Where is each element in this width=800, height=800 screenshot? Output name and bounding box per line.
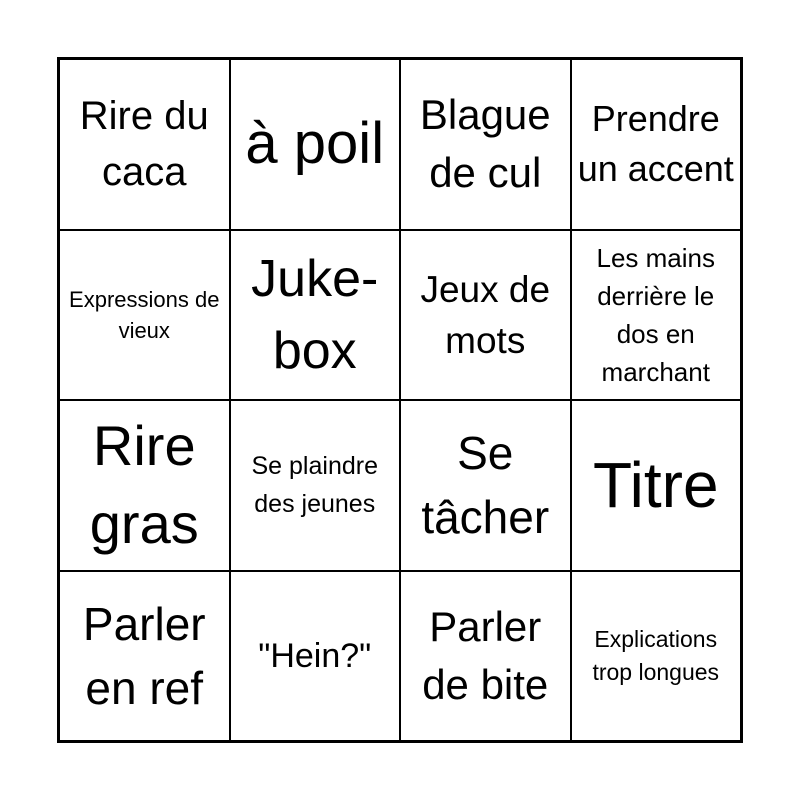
bingo-cell[interactable]: Parler de bite	[400, 571, 571, 742]
bingo-cell[interactable]: Expressions de vieux	[59, 230, 230, 401]
bingo-cell[interactable]: Parler en ref	[59, 571, 230, 742]
bingo-board	[57, 57, 743, 743]
bingo-cell[interactable]: Titre	[571, 400, 742, 571]
bingo-cell[interactable]: Se plaindre des jeunes	[230, 400, 401, 571]
bingo-cell[interactable]: "Hein?"	[230, 571, 401, 742]
bingo-cell[interactable]: Rire gras	[59, 400, 230, 571]
bingo-cell[interactable]: Prendre un accent	[571, 59, 742, 230]
bingo-cell[interactable]: Rire du caca	[59, 59, 230, 230]
bingo-cell[interactable]: Se tâcher	[400, 400, 571, 571]
bingo-cell[interactable]: Juke-box	[230, 230, 401, 401]
bingo-cell[interactable]: Les mains derrière le dos en marchant	[571, 230, 742, 401]
bingo-cell[interactable]: à poil	[230, 59, 401, 230]
bingo-cell[interactable]: Explications trop longues	[571, 571, 742, 742]
bingo-cell[interactable]: Blague de cul	[400, 59, 571, 230]
bingo-cell[interactable]: Jeux de mots	[400, 230, 571, 401]
